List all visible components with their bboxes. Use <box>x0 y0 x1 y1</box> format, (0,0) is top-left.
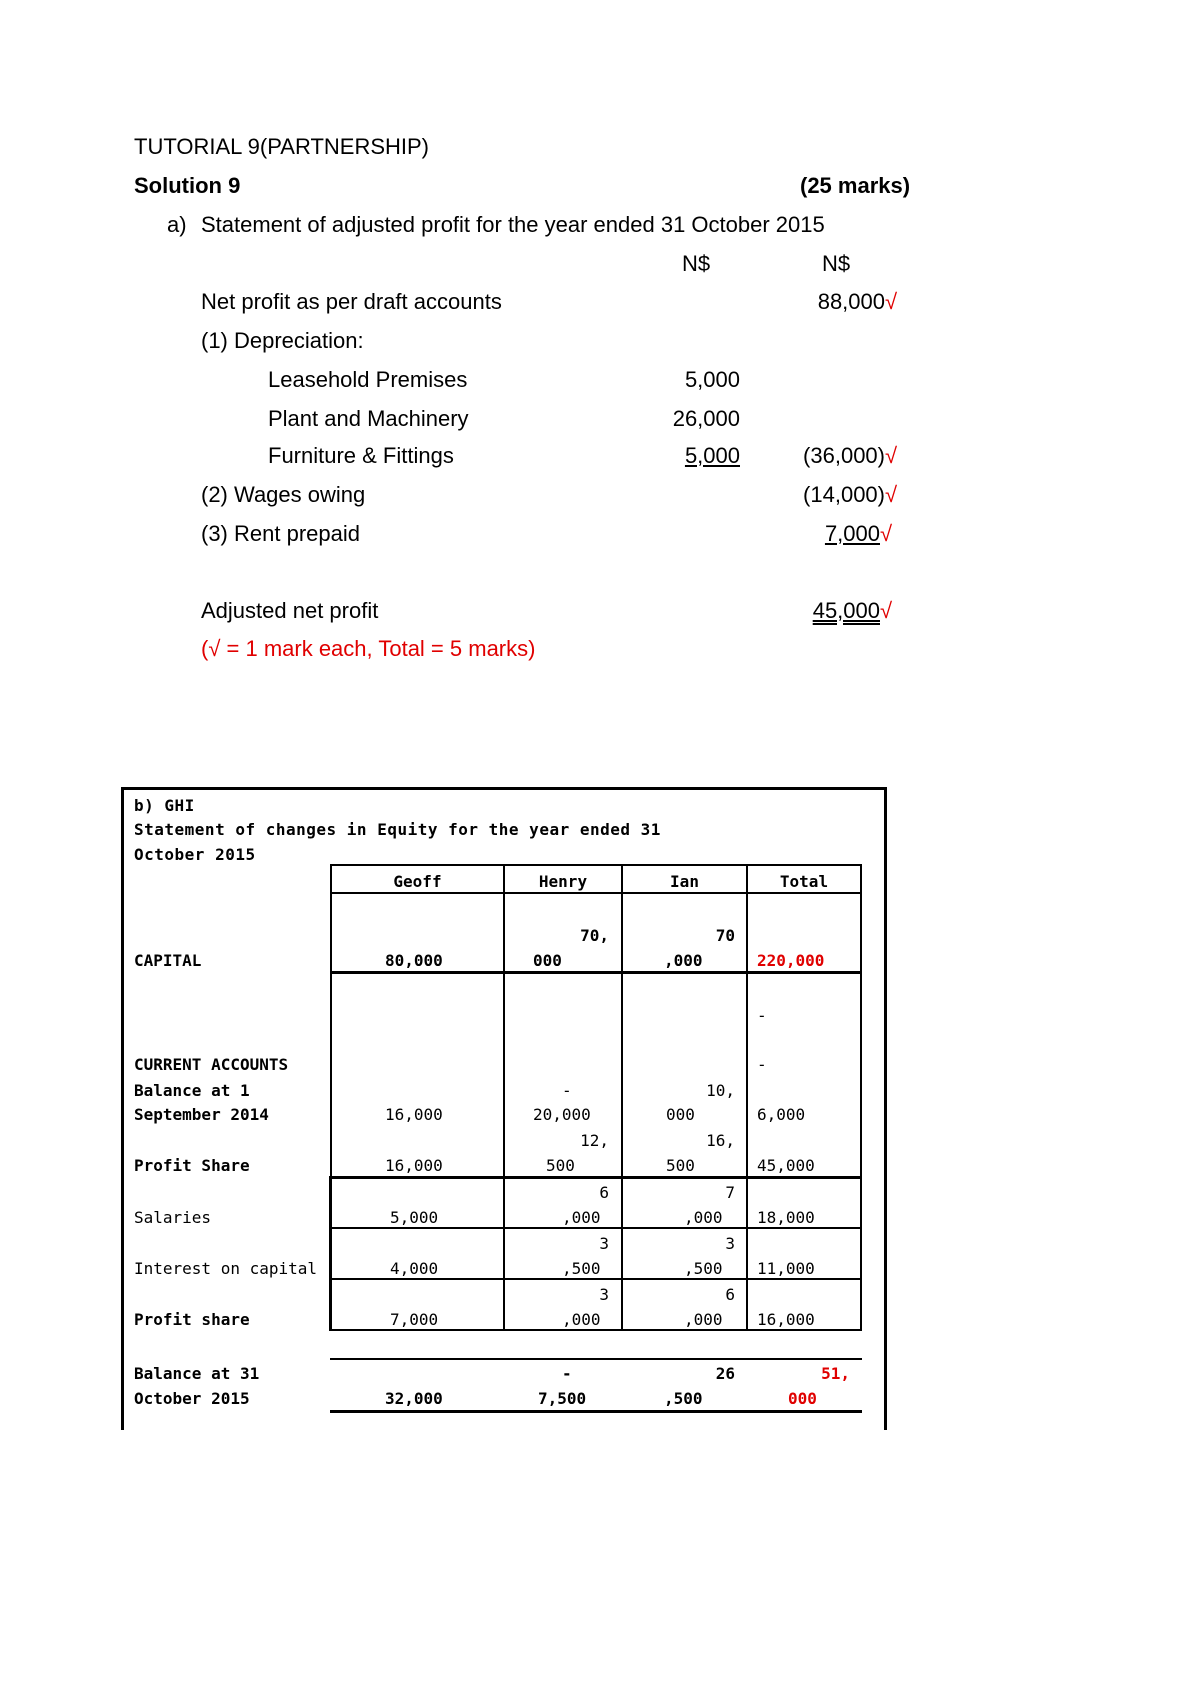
opening-total: 6,000 <box>757 1105 806 1124</box>
part-b-line1: b) GHI <box>134 796 195 815</box>
adjusted-label: Adjusted net profit <box>201 598 379 623</box>
col1-header: N$ <box>682 251 711 276</box>
capital-geoff: 80,000 <box>385 951 443 970</box>
grid-line <box>860 864 862 1331</box>
plant-value: 26,000 <box>672 406 740 431</box>
plant-label: Plant and Machinery <box>268 406 469 431</box>
current-dash-1: - <box>757 1006 767 1025</box>
net-profit-value: 88,000 <box>817 289 885 314</box>
grid-line <box>329 1176 332 1331</box>
profit-share-ian-b: 500 <box>666 1156 695 1175</box>
marks-note: (√ = 1 mark each, Total = 5 marks) <box>201 636 536 661</box>
interest-label: Interest on capital <box>134 1259 318 1278</box>
salaries-henry-b: ,000 <box>562 1208 601 1227</box>
leasehold-label: Leasehold Premises <box>268 367 468 392</box>
closing-henry-b: 7,500 <box>538 1389 587 1408</box>
adjusted-value: 45,000 <box>812 598 880 623</box>
interest-henry-b: ,500 <box>562 1259 601 1278</box>
profit-share-henry-b: 500 <box>546 1156 575 1175</box>
opening-ian-a: 10, <box>706 1081 735 1100</box>
capital-henry-a: 70, <box>580 926 609 945</box>
appropriation-ian-b: ,000 <box>684 1310 723 1329</box>
interest-ian-a: 3 <box>725 1234 735 1253</box>
solution-label: Solution 9 <box>134 173 241 198</box>
closing-ian-b: ,500 <box>664 1389 703 1408</box>
wages-label: (2) Wages owing <box>201 482 366 507</box>
tick-mark: √ <box>880 598 893 623</box>
closing-balance-label-b: October 2015 <box>134 1389 250 1408</box>
tick-mark: √ <box>885 443 898 468</box>
marks-label: (25 marks) <box>800 173 911 198</box>
part-b-line3: October 2015 <box>134 845 256 864</box>
closing-total-b: 000 <box>788 1389 817 1408</box>
appropriation-geoff: 7,000 <box>390 1310 439 1329</box>
opening-geoff: 16,000 <box>385 1105 443 1124</box>
profit-share-label: Profit Share <box>134 1156 250 1175</box>
tick-mark: √ <box>885 482 898 507</box>
appropriation-ian-a: 6 <box>725 1285 735 1304</box>
profit-share-henry-a: 12, <box>580 1131 609 1150</box>
header-total: Total <box>779 872 829 891</box>
grid-line <box>330 864 862 866</box>
appropriation-profit-share-label: Profit share <box>134 1310 250 1329</box>
current-dash-2: - <box>757 1055 767 1074</box>
appropriation-henry-b: ,000 <box>562 1310 601 1329</box>
closing-henry-a: - <box>562 1364 572 1383</box>
page-title: TUTORIAL 9(PARTNERSHIP) <box>134 134 430 159</box>
interest-geoff: 4,000 <box>390 1259 439 1278</box>
depreciation-total: (36,000) <box>803 443 885 468</box>
appropriation-henry-a: 3 <box>599 1285 609 1304</box>
salaries-geoff: 5,000 <box>390 1208 439 1227</box>
profit-share-geoff: 16,000 <box>385 1156 443 1175</box>
tick-mark: √ <box>880 521 893 546</box>
tick-mark: √ <box>885 289 898 314</box>
closing-geoff: 32,000 <box>385 1389 443 1408</box>
depreciation-label: (1) Depreciation: <box>201 328 364 353</box>
part-b-line2: Statement of changes in Equity for the year ended 31 <box>134 820 661 839</box>
capital-ian-a: 70 <box>715 926 735 945</box>
salaries-ian-b: ,000 <box>684 1208 723 1227</box>
furniture-value-wrap <box>620 443 740 469</box>
opening-henry-a: - <box>562 1081 572 1100</box>
capital-total: 220,000 <box>757 951 825 970</box>
interest-total: 11,000 <box>757 1259 815 1278</box>
col2-header: N$ <box>822 251 851 276</box>
furniture-label: Furniture & Fittings <box>268 443 454 468</box>
salaries-total: 18,000 <box>757 1208 815 1227</box>
header-ian: Ian <box>670 872 699 891</box>
furniture-value: 5,000 <box>684 443 740 468</box>
appropriation-total: 16,000 <box>757 1310 815 1329</box>
net-profit-label: Net profit as per draft accounts <box>201 289 502 314</box>
profit-share-ian-a: 16, <box>706 1131 735 1150</box>
grid-line <box>746 864 748 1331</box>
salaries-henry-a: 6 <box>599 1183 609 1202</box>
salaries-label: Salaries <box>134 1208 212 1227</box>
capital-label: CAPITAL <box>134 951 202 970</box>
part-a-heading: Statement of adjusted profit for the year ended 31 October 2015 <box>201 212 825 237</box>
interest-henry-a: 3 <box>599 1234 609 1253</box>
salaries-ian-a: 7 <box>725 1183 735 1202</box>
adjusted-value-wrap <box>760 598 880 624</box>
wages-value: (14,000) <box>803 482 885 507</box>
rent-label: (3) Rent prepaid <box>201 521 360 546</box>
capital-henry-b: 000 <box>533 951 562 970</box>
leasehold-value: 5,000 <box>684 367 740 392</box>
header-henry: Henry <box>538 872 588 891</box>
capital-ian-b: ,000 <box>664 951 703 970</box>
closing-balance-label-a: Balance at 31 <box>134 1364 260 1383</box>
opening-henry-b: 20,000 <box>533 1105 591 1124</box>
current-accounts-heading: CURRENT ACCOUNTS <box>134 1055 289 1074</box>
opening-balance-label-b: September 2014 <box>134 1105 269 1124</box>
interest-ian-b: ,500 <box>684 1259 723 1278</box>
opening-balance-label-a: Balance at 1 <box>134 1081 250 1100</box>
profit-share-total: 45,000 <box>757 1156 815 1175</box>
closing-total-a: 51, <box>821 1364 850 1383</box>
grid-line <box>330 971 332 1176</box>
part-a-letter: a) <box>167 212 187 237</box>
closing-ian-a: 26 <box>715 1364 735 1383</box>
header-geoff: Geoff <box>393 872 442 891</box>
rent-value: 7,000 <box>824 521 880 546</box>
opening-ian-b: 000 <box>666 1105 695 1124</box>
rent-value-wrap <box>760 521 880 547</box>
